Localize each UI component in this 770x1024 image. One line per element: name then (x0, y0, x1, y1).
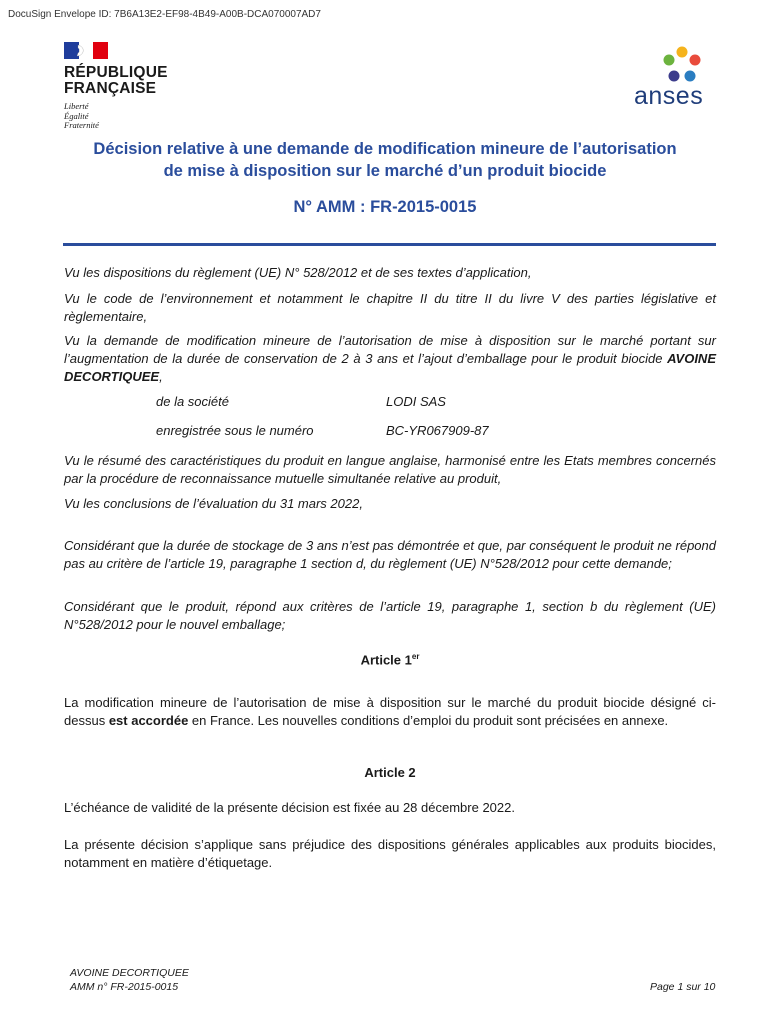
article-2-heading: Article 2 (364, 765, 416, 780)
docusign-envelope-id: DocuSign Envelope ID: 7B6A13E2-EF98-4B49-A00B-DCA070007AD7 (8, 9, 321, 20)
article-2-labelling: La présente décision s’applique sans préjudice des dispositions générales applicables aux produits biocides, notamment en matière d’étiquetage. (64, 837, 716, 870)
accorded-emphasis: est accordée (108, 713, 189, 728)
article-1-text: La modification mineure de l’autorisation de mise à disposition sur le marché du produit biocide désigné ci-dessus est accordée en France. Les nouvelles conditions d’emploi du produit sont précisées en annexe. (64, 695, 716, 728)
rf-motto-liberte: Liberté (64, 101, 89, 111)
document-title (40, 138, 730, 182)
title-divider (63, 243, 716, 246)
visa-resume: Vu le résumé des caractéristiques du produit en langue anglaise, harmonisé entre les Etats membres concernés par la procédure de reconnaissance mutuelle simultanée relative au produit, (64, 453, 716, 486)
marianne-flag-icon (64, 42, 108, 59)
article-1-heading: Article 1er (360, 652, 420, 668)
visa-conclusions: Vu les conclusions de l’évaluation du 31 mars 2022, (64, 496, 363, 511)
rf-motto-egalite: Égalité (64, 110, 89, 121)
footer-product: AVOINE DECORTIQUEE AMM n° FR-2015-0015 (70, 967, 189, 993)
title-line-1: Décision relative à une demande de modification mineure de l’autorisation (93, 140, 677, 158)
visa-demande-end: , (159, 369, 163, 384)
rf-name-line2: FRANÇAISE (64, 80, 157, 97)
company-value: LODI SAS (386, 394, 446, 409)
rf-motto-fraternite: Fraternité (64, 120, 99, 130)
republique-francaise-logo (64, 42, 174, 131)
title-line-2: de mise à disposition sur le marché d’un produit biocide (163, 162, 607, 180)
visa-demande-text: Vu la demande de modification mineure de l’autorisation de mise à disposition sur le marché portant sur l’augmentation de la durée de conservation de 2 à 3 ans et l’ajout d’emballage pour le produit biocide (64, 333, 716, 366)
anses-mark-icon (662, 46, 702, 84)
footer-page-number: Page 1 sur 10 (650, 981, 716, 993)
registration-value: BC-YR067909-87 (386, 423, 489, 438)
rf-name-line1: RÉPUBLIQUE (64, 64, 168, 81)
product-name: AVOINE DECORTIQUEE (64, 351, 716, 384)
amm-number: N° AMM : FR-2015-0015 (293, 198, 477, 216)
visa-demande (64, 332, 716, 386)
article-2-validity: L’échéance de validité de la présente décision est fixée au 28 décembre 2022. (64, 800, 515, 815)
registration-label: enregistrée sous le numéro (156, 423, 314, 438)
company-label: de la société (156, 394, 229, 409)
considerant-stockage: Considérant que la durée de stockage de 3 ans n’est pas démontrée et que, par conséquent le produit ne répond pas au critère de l’article 19, paragraphe 1 section d, du règlement (UE) N°528/2012 pour cette demande; (64, 538, 716, 571)
anses-wordmark: anses (634, 82, 704, 110)
footer-amm: AMM n° FR-2015-0015 (70, 981, 179, 993)
visa-code-environnement: Vu le code de l’environnement et notamment le chapitre II du titre II du livre V des parties législative et règlementaire, (64, 291, 716, 324)
visa-reglement: Vu les dispositions du règlement (UE) N° 528/2012 et de ses textes d’application, (64, 265, 532, 280)
considerant-emballage: Considérant que le produit, répond aux critères de l’article 19, paragraphe 1, section b du règlement (UE) N°528/2012 pour le nouvel emballage; (64, 599, 716, 632)
